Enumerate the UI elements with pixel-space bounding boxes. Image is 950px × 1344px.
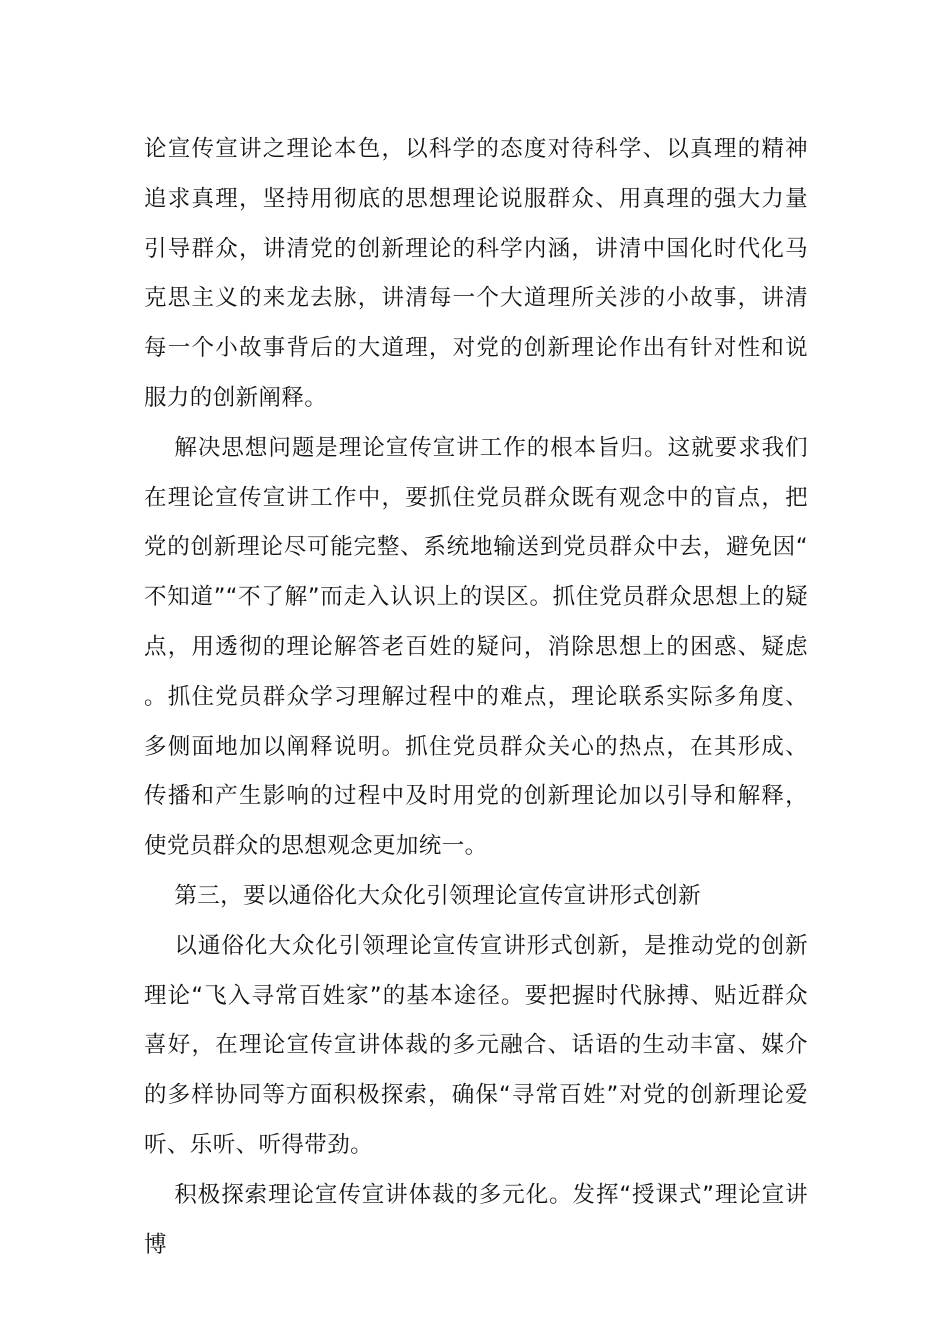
- document-body: [144, 125, 808, 1270]
- paragraph-popularization: 以通俗化大众化引领理论宣传宣讲形式创新，是推动党的创新理论“飞入寻常百姓家”的基本途径。要把握时代脉搏、贴近群众喜好，在理论宣传宣讲体裁的多元融合、话语的生动丰富、媒介的多样协同等方面积极探索，确保“寻常百姓”对党的创新理论爱听、乐听、听得带劲。: [144, 932, 808, 1158]
- section-heading-third: 第三，要以通俗化大众化引领理论宣传宣讲形式创新: [174, 882, 702, 909]
- paragraph-continuation: 论宣传宣讲之理论本色，以科学的态度对待科学、以真理的精神追求真理，坚持用彻底的思想理论说服群众、用真理的强大力量引导群众，讲清党的创新理论的科学内涵，讲清中国化时代化马克思主义的来龙去脉，讲清每一个大道理所关涉的小故事，讲清每一个小故事背后的大道理，对党的创新理论作出有针对性和说服力的创新阐释。: [144, 136, 808, 411]
- paragraph-genre-diversification: 积极探索理论宣传宣讲体裁的多元化。发挥“授课式”理论宣讲博: [144, 1181, 808, 1258]
- paragraph-thought-problems: 解决思想问题是理论宣传宣讲工作的根本旨归。这就要求我们在理论宣传宣讲工作中，要抓住党员群众既有观念中的盲点，把党的创新理论尽可能完整、系统地输送到党员群众中去，避免因“不知道”“不了解”而走入认识上的误区。抓住党员群众思想上的疑点，用透彻的理论解答老百姓的疑问，消除思想上的困惑、疑虑。抓住党员群众学习理解过程中的难点，理论联系实际多角度、多侧面地加以阐释说明。抓住党员群众关心的热点，在其形成、传播和产生影响的过程中及时用党的创新理论加以引导和解释，使党员群众的思想观念更加统一。: [144, 434, 808, 860]
